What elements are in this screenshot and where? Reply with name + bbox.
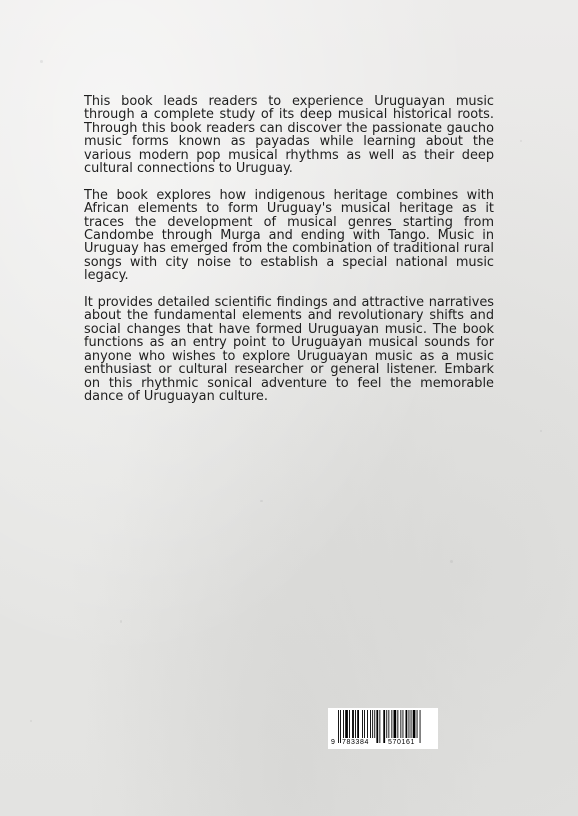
barcode-bar: [367, 710, 368, 738]
barcode-bar: [420, 710, 421, 743]
barcode-bar: [411, 710, 412, 738]
barcode-bar: [370, 710, 371, 738]
barcode-bar: [417, 710, 418, 738]
blurb-paragraph-3: It provides detailed scientific findings and attractive narratives about the fundamental elements and revolutionary shifts and social changes that have formed Uruguayan music. The book functions as an entry point to Uruguayan musical sounds for anyone who wishes to explore Uruguayan music as a music enthusiast or cultural researcher or general listener. Embark on this rhythmic sonical adventure to feel the memorable dance of Uruguayan culture.: [84, 295, 494, 404]
barcode-bar: [376, 710, 378, 743]
barcode-bar: [345, 710, 348, 738]
barcode-bar: [343, 710, 344, 738]
barcode-digits-left: 783384: [342, 739, 369, 746]
barcode-bar: [391, 710, 392, 738]
barcode-bar: [340, 710, 341, 743]
barcode-bar: [403, 710, 404, 738]
barcode-bar: [406, 710, 408, 738]
barcode-bar: [374, 710, 375, 738]
paper-texture-speck: [260, 500, 263, 502]
paper-texture-speck: [120, 620, 122, 623]
barcode-digits-right: 570161: [388, 739, 415, 746]
barcode-bar: [357, 710, 359, 738]
barcode-bar: [386, 710, 387, 738]
barcode-bar: [379, 710, 380, 743]
barcode-bar: [394, 710, 397, 738]
paper-texture-speck: [520, 140, 522, 142]
blurb-paragraph-2: The book explores how indigenous heritage combines with African elements to form Uruguay's musical heritage as it traces the development of musical genres starting from Candombe through Murga and ending with Tango. Music in Uruguay has emerged from the combination of traditional rural songs with city noise to establish a special national music legacy.: [84, 187, 494, 284]
paper-texture-speck: [540, 430, 542, 432]
barcode-bar: [409, 710, 410, 738]
barcode-bar: [413, 710, 416, 738]
barcode-bar: [362, 710, 363, 738]
paper-texture-speck: [30, 720, 32, 722]
isbn-barcode: [328, 708, 438, 749]
blurb-paragraph-1: This book leads readers to experience Uruguayan music through a complete study of its deep musical historical roots. Through this book readers can discover the passionate gaucho music forms known as payadas while learning about the various modern pop musical rhythms as well as their deep cultural connections to Uruguay.: [84, 94, 494, 177]
barcode-bar: [400, 710, 401, 738]
barcode-lead-digit: 9: [331, 739, 335, 746]
barcode-bar: [338, 710, 339, 743]
barcode-bar: [364, 710, 365, 738]
barcode-bar: [372, 710, 373, 738]
barcode-bar: [383, 710, 385, 743]
barcode-bar: [397, 710, 398, 738]
barcode-bar: [349, 710, 350, 738]
barcode-bar: [355, 710, 356, 738]
back-cover-blurb: [84, 95, 494, 417]
paper-texture-speck: [40, 60, 43, 63]
barcode-bar: [352, 710, 354, 738]
paper-texture-speck: [450, 560, 453, 563]
barcode-bar: [388, 710, 389, 738]
